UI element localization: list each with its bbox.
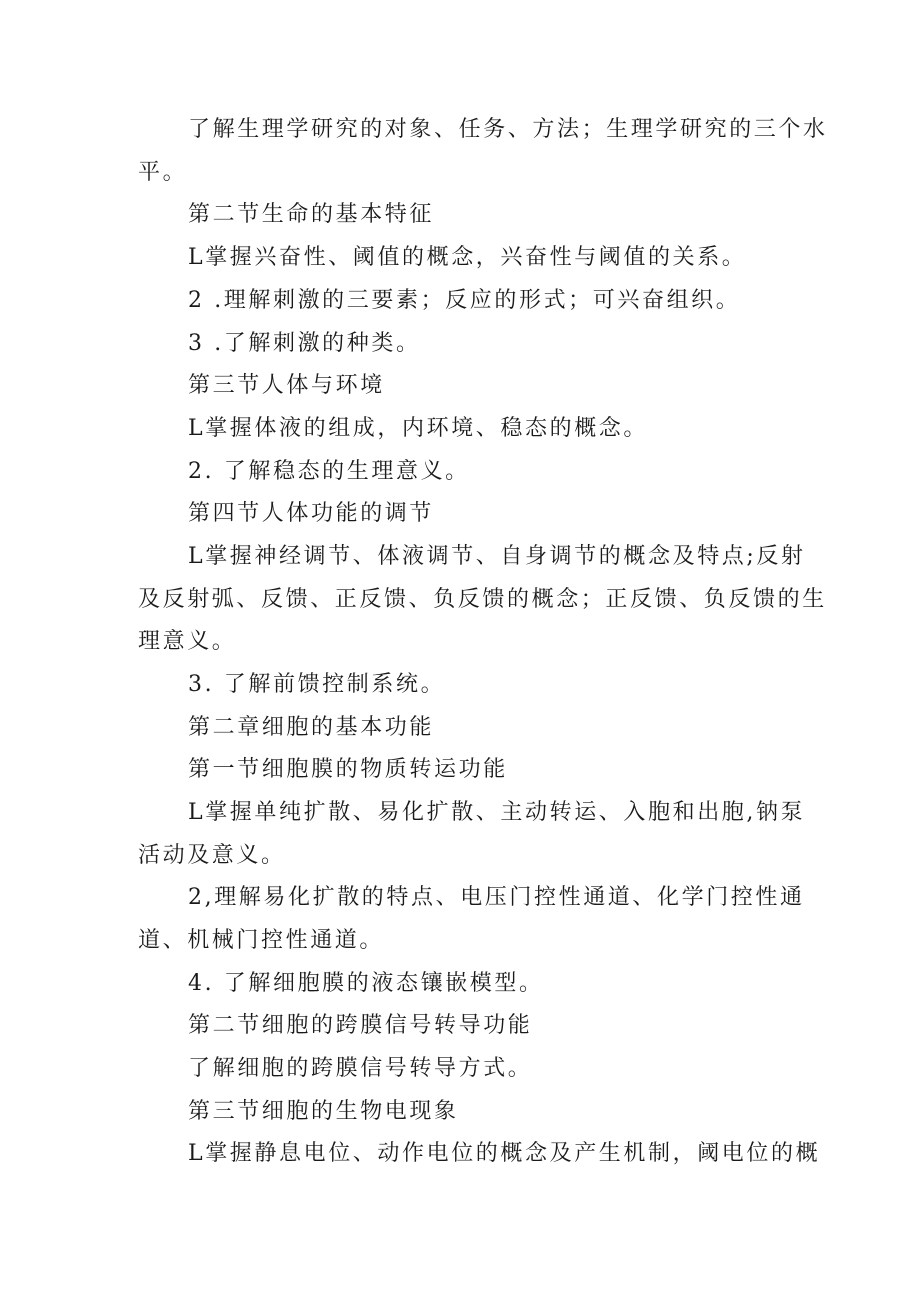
section-heading: 第三节细胞的生物电现象 (188, 1099, 459, 1124)
list-item: L掌握单纯扩散、易化扩散、主动转运、入胞和出胞,钠泵 (188, 800, 806, 825)
section-heading: 第三节人体与环境 (188, 373, 385, 398)
paragraph-line: 理意义。 (138, 629, 237, 654)
section-heading: 第四节人体功能的调节 (188, 501, 435, 526)
list-item: L掌握兴奋性、阈值的概念，兴奋性与阈值的关系。 (188, 245, 747, 270)
paragraph-line: 平。 (138, 160, 188, 185)
chapter-heading: 第二章细胞的基本功能 (188, 715, 435, 740)
section-heading: 第二节细胞的跨膜信号转导功能 (188, 1013, 533, 1038)
paragraph-line: 活动及意义。 (138, 843, 286, 868)
paragraph-line: 了解细胞的跨膜信号转导方式。 (188, 1056, 533, 1081)
list-item: 4. 了解细胞膜的液态镶嵌模型。 (188, 971, 544, 996)
list-item: 2 .理解刺激的三要素；反应的形式；可兴奋组织。 (188, 288, 741, 313)
list-item: 2. 了解稳态的生理意义。 (188, 459, 470, 484)
paragraph-line: 了解生理学研究的对象、任务、方法；生理学研究的三个水 (188, 117, 828, 142)
paragraph-line: 及反射弧、反馈、正反馈、负反馈的概念；正反馈、负反馈的生 (138, 587, 827, 612)
section-heading: 第一节细胞膜的物质转运功能 (188, 757, 508, 782)
list-item: L掌握神经调节、体液调节、自身调节的概念及特点;反射 (188, 544, 806, 569)
list-item: 2,理解易化扩散的特点、电压门控性通道、化学门控性通 (188, 885, 805, 910)
section-heading: 第二节生命的基本特征 (188, 202, 435, 227)
list-item: 3 .了解刺激的种类。 (188, 331, 421, 356)
list-item: L掌握体液的组成，内环境、稳态的概念。 (188, 416, 649, 441)
list-item: L掌握静息电位、动作电位的概念及产生机制，阈电位的概 (188, 1141, 821, 1166)
list-item: 3. 了解前馈控制系统。 (188, 672, 446, 697)
paragraph-line: 道、机械门控性通道。 (138, 928, 385, 953)
